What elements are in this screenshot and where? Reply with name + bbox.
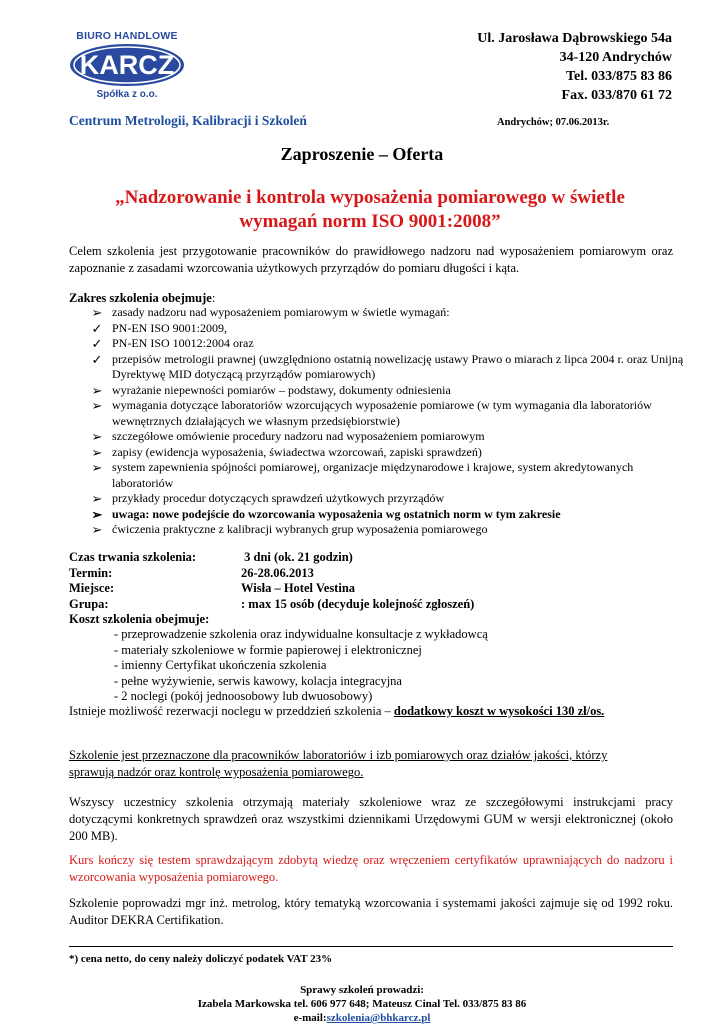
group-row: [69, 596, 475, 612]
arrow-bullet-icon: ➢: [91, 305, 103, 320]
place-label: Miejsce:: [69, 581, 115, 595]
divider: [69, 946, 673, 947]
lodging-text: Istnieje możliwość rezerwacji noclegu w przeddzień szkolenia –: [69, 704, 394, 718]
footer-heading: Sprawy szkoleń prowadzi:: [300, 984, 424, 996]
place-value: Wisła – Hotel Vestina: [241, 581, 356, 595]
materials-paragraph: Wszyscy uczestnicy szkolenia otrzymają materiały szkoleniowe wraz ze szczegółowymi instrukcjami pracy dotyczącymi konkretnych sprawdzeń oraz wszystkimi dziennikami Urzędowymi GUM w wersji elektronicznej (około 200 MB).: [69, 795, 673, 843]
address-street: Ul. Jarosława Dąbrowskiego 54a: [477, 31, 672, 46]
cost-label: Koszt szkolenia obejmuje:: [69, 612, 210, 626]
scope-item: [89, 305, 689, 321]
company-address: [477, 29, 672, 105]
scope-item-text: szczegółowe omówienie procedury nadzoru nad wyposażeniem pomiarowym: [112, 429, 485, 443]
duration-label: Czas trwania szkolenia:: [69, 550, 197, 564]
scope-item: [89, 336, 689, 352]
scope-item-text: przykłady procedur dotyczących sprawdzeń użytkowych przyrządów: [112, 491, 445, 505]
scope-item-text: wymagania dotyczące laboratoriów wzorcujących wyposażenie pomiarowe (w tym wymagania dla laboratoriów wewnętrznych działających we własnym przedsiębiorstwie): [112, 398, 652, 428]
vat-note: *) cena netto, do ceny należy doliczyć podatek VAT 23%: [69, 953, 333, 965]
scope-item-text: uwaga: nowe podejście do wzorcowania wyposażenia wg ostatnich norm w tym zakresie: [112, 506, 561, 521]
scope-heading-text: Zakres szkolenia obejmuje: [69, 291, 212, 305]
place-row: [69, 580, 356, 596]
duration-value: 3 dni (ok. 21 godzin): [241, 550, 353, 564]
cost-item: - materiały szkoleniowe w formie papierowej i elektronicznej: [114, 642, 422, 657]
scope-item: [89, 460, 689, 491]
arrow-bullet-icon: ➢: [91, 444, 103, 460]
scope-item-text: ćwiczenia praktyczne z kalibracji wybranych grup wyposażenia pomiarowego: [112, 522, 488, 536]
lodging-cost: dodatkowy koszt w wysokości 130 zł/os.: [393, 704, 605, 718]
term-row: [69, 565, 314, 581]
target-group: Szkolenie jest przeznaczone dla pracowników laboratoriów i izb pomiarowych oraz działów jakości, którzy sprawują nadzór oraz kontrolę wyposażenia pomiarowego.: [69, 748, 608, 779]
scope-item: [89, 522, 689, 538]
term-label: Termin:: [69, 566, 113, 580]
checkmark-icon: ✓: [91, 320, 103, 336]
scope-item-text: PN-EN ISO 9001:2009,: [112, 320, 228, 335]
scope-item: [89, 398, 689, 429]
exam-paragraph: Kurs kończy się testem sprawdzającym zdobytą wiedzę oraz wręczeniem certyfikatów uprawniających do nadzoru i wzorcowania wyposażenia pomiarowego.: [69, 853, 673, 884]
scope-heading-colon: :: [211, 291, 216, 305]
scope-item: [89, 445, 689, 461]
checkmark-icon: ✓: [91, 351, 103, 367]
scope-item-text: przepisów metrologii prawnej (uwzględniono ostatnią nowelizację ustawy Prawo o miarach z lipca 2004 r. oraz Unijną Dyrektywę MID dotyczącą przyrządów pomiarowych): [112, 351, 684, 381]
center-name: Centrum Metrologii, Kalibracji i Szkoleń: [69, 113, 307, 128]
logo-top-text: BIURO HANDLOWE: [76, 30, 178, 42]
duration-row: [69, 549, 353, 565]
scope-item-text: PN-EN ISO 10012:2004 oraz: [112, 336, 254, 350]
scope-item: [89, 352, 689, 383]
scope-item: [89, 491, 689, 507]
group-value: : max 15 osób (decyduje kolejność zgłoszeń): [241, 597, 475, 611]
company-logo: [68, 42, 186, 88]
scope-item: [89, 383, 689, 399]
scope-item-text: zapisy (ewidencja wyposażenia, świadectwa wzorcowań, zapiski sprawdzeń): [112, 444, 482, 459]
logo-main-text: KARCZ: [79, 50, 175, 80]
logo-sub-text: Spółka z o.o.: [96, 89, 158, 100]
scope-list: [89, 305, 689, 538]
group-label: Grupa:: [69, 597, 109, 611]
intro-paragraph: Celem szkolenia jest przygotowanie pracowników do prawidłowego nadzoru nad wyposażeniem pomiarowym oraz zapoznanie z zasadami wzorcowania użytkowych przyrządów do pomiaru długości i kąta.: [69, 244, 673, 275]
email-link[interactable]: szkolenia@bhkarcz.pl: [326, 1012, 431, 1024]
footer-email-line: [0, 1011, 724, 1025]
cost-list: [114, 627, 488, 705]
scope-item-text: wyrażanie niepewności pomiarów – podstawy, dokumenty odniesienia: [112, 382, 451, 397]
cost-item: - pełne wyżywienie, serwis kawowy, kolacja integracyjna: [114, 673, 402, 688]
course-title-line1: „Nadzorowanie i kontrola wyposażenia pomiarowego w świetle: [115, 187, 625, 208]
term-value: 26-28.06.2013: [241, 566, 314, 580]
course-title: [90, 186, 650, 234]
arrow-bullet-icon: ➢: [91, 460, 103, 475]
scope-item: [89, 429, 689, 445]
trainer-paragraph: Szkolenie poprowadzi mgr inż. metrolog, który tematyką wzorcowania i systemami jakości zajmuje się od 1992 roku. Auditor DEKRA Certifikation.: [69, 896, 673, 927]
address-phone: Tel. 033/875 83 86: [565, 69, 672, 84]
arrow-bullet-icon: ➢: [91, 506, 103, 522]
address-fax: Fax. 033/870 61 72: [561, 88, 672, 103]
arrow-bullet-icon: ➢: [91, 398, 103, 413]
checkmark-icon: ✓: [91, 336, 103, 351]
scope-item-text: zasady nadzoru nad wyposażeniem pomiarowym w świetle wymagań:: [112, 305, 450, 319]
cost-item: - przeprowadzenie szkolenia oraz indywidualne konsultacje z wykładowcą: [114, 627, 488, 641]
document-title: Zaproszenie – Oferta: [280, 144, 444, 164]
footer-contacts: [0, 983, 724, 1025]
document-date: Andrychów; 07.06.2013r.: [497, 117, 610, 128]
cost-item: - 2 noclegi (pokój jednoosobowy lub dwuosobowy): [114, 689, 373, 703]
cost-item: - imienny Certyfikat ukończenia szkolenia: [114, 658, 327, 672]
footer-contact-names: Izabela Markowska tel. 606 977 648; Mateusz Cinal Tel. 033/875 83 86: [197, 998, 527, 1010]
scope-item-text: system zapewnienia spójności pomiarowej, organizacje międzynarodowe i krajowe, system akredytowanych laboratoriów: [112, 460, 634, 490]
arrow-bullet-icon: ➢: [91, 491, 103, 506]
arrow-bullet-icon: ➢: [91, 429, 103, 444]
scope-item: [89, 507, 689, 523]
email-label: e-mail:: [293, 1012, 327, 1024]
arrow-bullet-icon: ➢: [91, 522, 103, 537]
scope-heading: [69, 291, 215, 306]
course-title-line2: wymagań norm ISO 9001:2008”: [239, 211, 501, 232]
scope-item: [89, 321, 689, 337]
arrow-bullet-icon: ➢: [91, 382, 103, 398]
lodging-note: [69, 704, 604, 719]
address-city: 34-120 Andrychów: [559, 50, 672, 65]
